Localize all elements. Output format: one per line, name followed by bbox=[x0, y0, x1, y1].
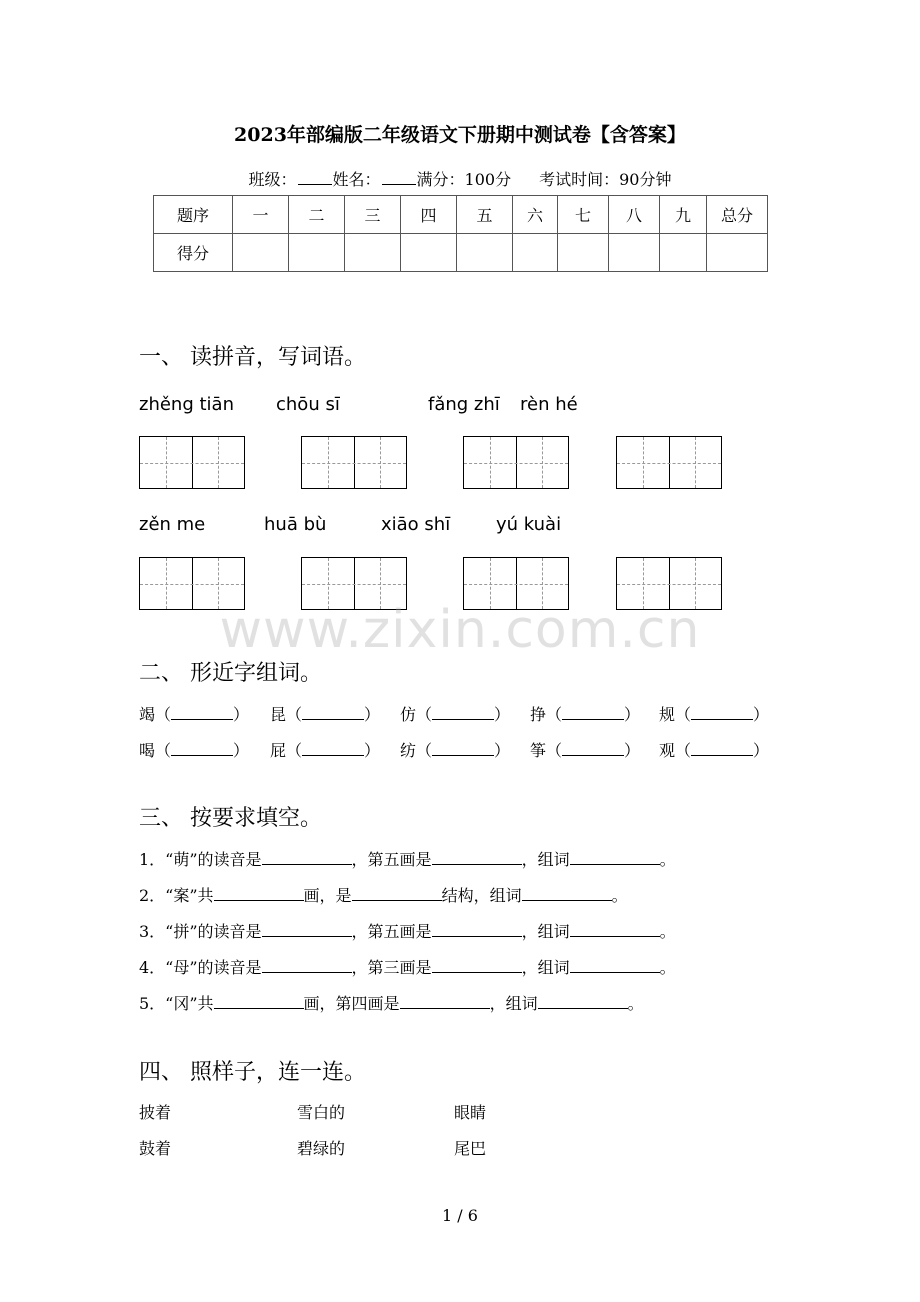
match-item[interactable]: 眼睛 bbox=[454, 1103, 487, 1122]
question-text: ，组词 bbox=[521, 850, 570, 869]
question-line bbox=[139, 991, 644, 1014]
character: 屁 bbox=[270, 741, 287, 760]
score-table bbox=[153, 195, 768, 272]
match-item[interactable]: 披着 bbox=[139, 1103, 172, 1122]
word-item: 规（ ） bbox=[659, 705, 770, 724]
table-header-cell: 题序 bbox=[154, 196, 233, 234]
match-item[interactable]: 雪白的 bbox=[297, 1103, 346, 1122]
word-item: 挣（ ） bbox=[530, 705, 641, 724]
table-header-cell: 二 bbox=[289, 196, 345, 234]
word-item: 竭（ ） bbox=[139, 705, 250, 724]
question-line bbox=[139, 919, 676, 942]
character: 筝 bbox=[530, 741, 547, 760]
match-item[interactable]: 鼓着 bbox=[139, 1139, 172, 1158]
word-item: 屁（ ） bbox=[270, 741, 381, 760]
answer-blank[interactable] bbox=[171, 704, 233, 720]
word-item: 纺（ ） bbox=[400, 741, 511, 760]
word-item: 昆（ ） bbox=[270, 705, 381, 724]
character: 纺 bbox=[400, 741, 417, 760]
answer-blank[interactable] bbox=[352, 885, 442, 901]
answer-blank[interactable] bbox=[214, 993, 304, 1009]
pinyin-label: huā bù bbox=[264, 514, 327, 535]
question-text: 。 bbox=[659, 850, 676, 869]
answer-blank[interactable] bbox=[432, 740, 494, 756]
pinyin-label: zěn me bbox=[139, 514, 206, 535]
question-text: 结构，组词 bbox=[441, 886, 522, 905]
character: 仿 bbox=[400, 705, 417, 724]
pinyin-label: zhěng tiān bbox=[139, 394, 234, 415]
question-text: ，组词 bbox=[489, 994, 538, 1013]
class-label: 班级： bbox=[248, 170, 297, 189]
word-item: 喝（ ） bbox=[139, 741, 250, 760]
class-blank[interactable] bbox=[298, 170, 332, 185]
answer-blank[interactable] bbox=[262, 957, 352, 973]
answer-blank[interactable] bbox=[562, 704, 624, 720]
score-cell[interactable] bbox=[233, 234, 289, 272]
table-header-cell: 七 bbox=[558, 196, 609, 234]
pinyin-label: xiāo shī bbox=[381, 514, 451, 535]
character: 竭 bbox=[139, 705, 156, 724]
answer-blank[interactable] bbox=[214, 885, 304, 901]
word-item: 仿（ ） bbox=[400, 705, 511, 724]
character: 昆 bbox=[270, 705, 287, 724]
name-blank[interactable] bbox=[382, 170, 416, 185]
table-header-cell: 八 bbox=[609, 196, 660, 234]
section1-heading: 一、 读拼音，写词语。 bbox=[139, 345, 366, 370]
writing-grid[interactable] bbox=[139, 436, 245, 489]
answer-blank[interactable] bbox=[538, 993, 628, 1009]
score-cell[interactable] bbox=[457, 234, 513, 272]
score-cell[interactable] bbox=[513, 234, 558, 272]
question-text: 4．“母”的读音是 bbox=[139, 958, 262, 977]
table-header-cell: 九 bbox=[660, 196, 707, 234]
question-text: 2．“案”共 bbox=[139, 886, 214, 905]
answer-blank[interactable] bbox=[262, 921, 352, 937]
match-item[interactable]: 尾巴 bbox=[454, 1139, 487, 1158]
question-text: ，第五画是 bbox=[351, 922, 432, 941]
question-text: ，第三画是 bbox=[351, 958, 432, 977]
question-text: 。 bbox=[611, 886, 628, 905]
question-text: 。 bbox=[627, 994, 644, 1013]
match-item[interactable]: 碧绿的 bbox=[297, 1139, 346, 1158]
score-cell[interactable] bbox=[660, 234, 707, 272]
answer-blank[interactable] bbox=[570, 957, 660, 973]
question-text: 。 bbox=[659, 958, 676, 977]
character: 观 bbox=[659, 741, 676, 760]
answer-blank[interactable] bbox=[400, 993, 490, 1009]
section4-heading: 四、 照样子，连一连。 bbox=[139, 1060, 366, 1085]
writing-grid[interactable] bbox=[463, 436, 569, 489]
score-cell[interactable] bbox=[707, 234, 768, 272]
answer-blank[interactable] bbox=[302, 704, 364, 720]
score-cell[interactable] bbox=[609, 234, 660, 272]
pinyin-label: fǎng zhī bbox=[428, 394, 500, 415]
score-table-score-row bbox=[154, 234, 768, 272]
pinyin-label: yú kuài bbox=[496, 514, 562, 535]
word-item: 观（ ） bbox=[659, 741, 770, 760]
table-header-cell: 总分 bbox=[707, 196, 768, 234]
answer-blank[interactable] bbox=[171, 740, 233, 756]
writing-grid[interactable] bbox=[301, 436, 407, 489]
answer-blank[interactable] bbox=[691, 740, 753, 756]
word-item: 筝（ ） bbox=[530, 741, 641, 760]
answer-blank[interactable] bbox=[432, 704, 494, 720]
score-cell[interactable] bbox=[401, 234, 457, 272]
table-header-cell: 六 bbox=[513, 196, 558, 234]
question-line bbox=[139, 883, 628, 906]
answer-blank[interactable] bbox=[432, 957, 522, 973]
page-title: 2023年部编版二年级语文下册期中测试卷【含答案】 bbox=[234, 124, 686, 146]
section2-heading: 二、 形近字组词。 bbox=[139, 661, 322, 686]
exam-time: 考试时间：90分钟 bbox=[539, 170, 672, 189]
question-text: 3．“拼”的读音是 bbox=[139, 922, 262, 941]
table-header-cell: 一 bbox=[233, 196, 289, 234]
question-text: 5．“冈”共 bbox=[139, 994, 214, 1013]
answer-blank[interactable] bbox=[432, 921, 522, 937]
answer-blank[interactable] bbox=[262, 849, 352, 865]
score-cell[interactable] bbox=[345, 234, 401, 272]
full-score: 满分：100分 bbox=[416, 170, 512, 189]
question-text: ，组词 bbox=[521, 922, 570, 941]
writing-grid[interactable] bbox=[616, 436, 722, 489]
exam-info bbox=[0, 167, 920, 190]
score-table-header-row bbox=[154, 196, 768, 234]
table-header-cell: 三 bbox=[345, 196, 401, 234]
answer-blank[interactable] bbox=[691, 704, 753, 720]
question-text: ，第五画是 bbox=[351, 850, 432, 869]
name-label: 姓名： bbox=[332, 170, 381, 189]
table-header-cell: 四 bbox=[401, 196, 457, 234]
section3-heading: 三、 按要求填空。 bbox=[139, 806, 322, 831]
question-text: 画，第四画是 bbox=[303, 994, 400, 1013]
answer-blank[interactable] bbox=[432, 849, 522, 865]
page-number: 1 / 6 bbox=[442, 1206, 478, 1225]
table-header-cell: 五 bbox=[457, 196, 513, 234]
score-cell[interactable] bbox=[558, 234, 609, 272]
answer-blank[interactable] bbox=[522, 885, 612, 901]
character: 规 bbox=[659, 705, 676, 724]
watermark: www.zixin.com.cn bbox=[219, 600, 701, 660]
answer-blank[interactable] bbox=[570, 849, 660, 865]
pinyin-label: rèn hé bbox=[520, 394, 578, 415]
question-text: 画，是 bbox=[303, 886, 352, 905]
score-row-label: 得分 bbox=[154, 234, 233, 272]
score-cell[interactable] bbox=[289, 234, 345, 272]
question-text: ，组词 bbox=[521, 958, 570, 977]
question-line bbox=[139, 847, 676, 870]
answer-blank[interactable] bbox=[570, 921, 660, 937]
answer-blank[interactable] bbox=[562, 740, 624, 756]
question-line bbox=[139, 955, 676, 978]
character: 挣 bbox=[530, 705, 547, 724]
question-text: 。 bbox=[659, 922, 676, 941]
character: 喝 bbox=[139, 741, 156, 760]
question-text: 1．“萌”的读音是 bbox=[139, 850, 262, 869]
pinyin-label: chōu sī bbox=[276, 394, 340, 415]
answer-blank[interactable] bbox=[302, 740, 364, 756]
